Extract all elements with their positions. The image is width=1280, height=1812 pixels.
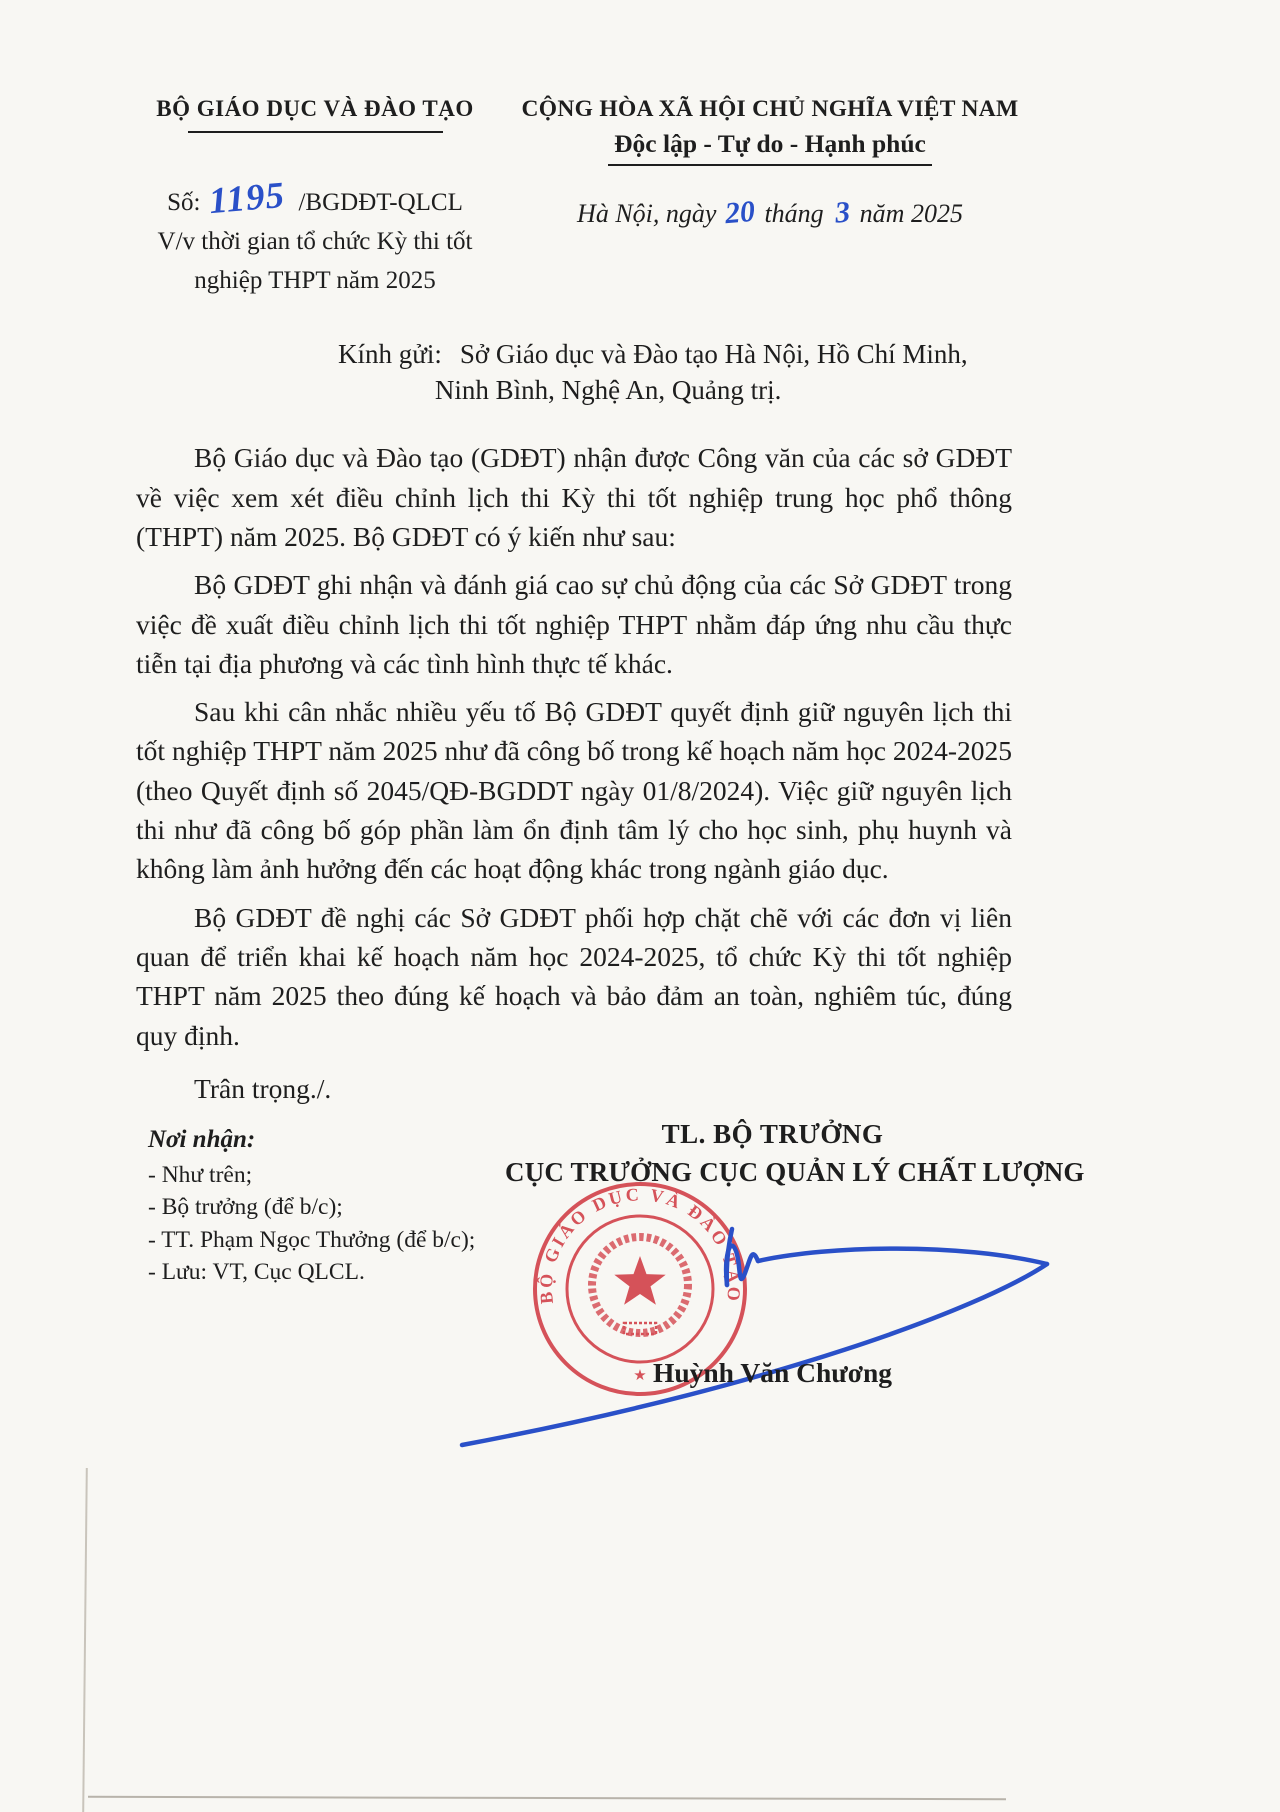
closing-line: Trân trọng./. — [194, 1072, 332, 1104]
date-prefix: Hà Nội, ngày — [577, 199, 717, 228]
issuing-authority-block — [120, 96, 510, 297]
subject-line-1: V/v thời gian tổ chức Kỳ thi tốt — [157, 228, 473, 255]
recipient-line-2: Ninh Bình, Nghệ An, Quảng trị. — [434, 374, 782, 405]
recipient-addresses — [434, 337, 968, 408]
subject-line-2: nghiệp THPT năm 2025 — [194, 266, 436, 294]
distribution-item: - TT. Phạm Ngọc Thưởng (để b/c); — [148, 1226, 476, 1253]
letter-body — [0, 408, 1280, 1108]
date-day-handwritten: 20 — [724, 194, 757, 231]
document-number-suffix: /BGDĐT-QLCL — [298, 189, 463, 216]
issuing-authority-name: BỘ GIÁO DỤC VÀ ĐÀO TẠO — [156, 96, 474, 121]
letter-footer — [0, 1117, 1280, 1812]
document-number-handwritten: 1195 — [206, 174, 287, 223]
paragraph-1: Bộ Giáo dục và Đào tạo (GDĐT) nhận được Công văn của các sở GDĐT về việc xem xét điều chỉnh lịch thi Kỳ thi tốt nghiệp trung học phổ thông (THPT) năm 2025. Bộ GDĐT có ý kiến như sau: — [136, 442, 1012, 552]
letter-header — [0, 0, 1280, 297]
distribution-list-title: Nơi nhận: — [148, 1126, 256, 1154]
paragraph-2: Bộ GDĐT ghi nhận và đánh giá cao sự chủ động của các Sở GDĐT trong việc đề xuất điều chỉnh lịch thi tốt nghiệp THPT nhằm đáp ứng nhu cầu thực tiễn tại địa phương và các tình hình thực tế khác. — [136, 569, 1012, 679]
seal-bottom-star-icon: ★ — [633, 1368, 647, 1385]
national-title: CỘNG HÒA XÃ HỘI CHỦ NGHĨA VIỆT NAM — [521, 96, 1019, 122]
paragraph-4: Bộ GDĐT đề nghị các Sở GDĐT phối hợp chặt chẽ với các đơn vị liên quan để triển khai kế hoạch năm học 2024-2025, tổ chức Kỳ thi tốt nghiệp THPT năm 2025 theo đúng kế hoạch và bảo đảm an toàn, nghiêm túc, đúng quy định. — [136, 901, 1012, 1051]
national-motto: Độc lập - Tự do - Hạnh phúc — [608, 127, 932, 166]
document-number-line — [120, 174, 510, 223]
national-motto-block — [510, 96, 1030, 230]
signer-title-position: CỤC TRƯỞNG CỤC QUẢN LÝ CHẤT LƯỢNG — [505, 1157, 1085, 1188]
signer-title-delegation: TL. BỘ TRƯỞNG — [661, 1119, 884, 1150]
signer-name: Huỳnh Văn Chương — [652, 1357, 893, 1389]
paragraph-3: Sau khi cân nhắc nhiều yếu tố Bộ GDĐT quyết định giữ nguyên lịch thi tốt nghiệp THPT năm 2025 như đã công bố trong kế hoạch năm học 2024-2025 (theo Quyết định số 2045/QĐ-BGDDT ngày 01/8/2024). Việc giữ nguyên lịch thi như đã công bố góp phần làm ổn định tâm lý cho học sinh, phụ huynh và không làm ảnh hưởng đến các hoạt động khác trong ngành giáo dục. — [136, 696, 1012, 885]
recipient-block — [338, 337, 1280, 408]
recipient-label: Kính gửi: — [338, 339, 442, 369]
distribution-item: - Bộ trưởng (để b/c); — [148, 1194, 343, 1221]
date-suffix: năm 2025 — [859, 199, 963, 228]
date-mid: tháng — [764, 199, 824, 228]
date-month-handwritten: 3 — [833, 195, 852, 230]
date-line — [510, 196, 1030, 230]
recipient-line-1: Sở Giáo dục và Đào tạo Hà Nội, Hồ Chí Minh, — [459, 339, 968, 369]
authority-underline — [188, 131, 443, 133]
distribution-list — [148, 1125, 475, 1286]
distribution-item: - Như trên; — [148, 1162, 253, 1189]
handwritten-signature — [440, 1217, 1070, 1457]
seal-text: BỘ GIÁO DỤC VÀ ĐÀO TẠO — [535, 1184, 745, 1305]
document-number-label: Số: — [167, 189, 201, 216]
distribution-item: - Lưu: VT, Cục QLCL. — [148, 1258, 365, 1285]
